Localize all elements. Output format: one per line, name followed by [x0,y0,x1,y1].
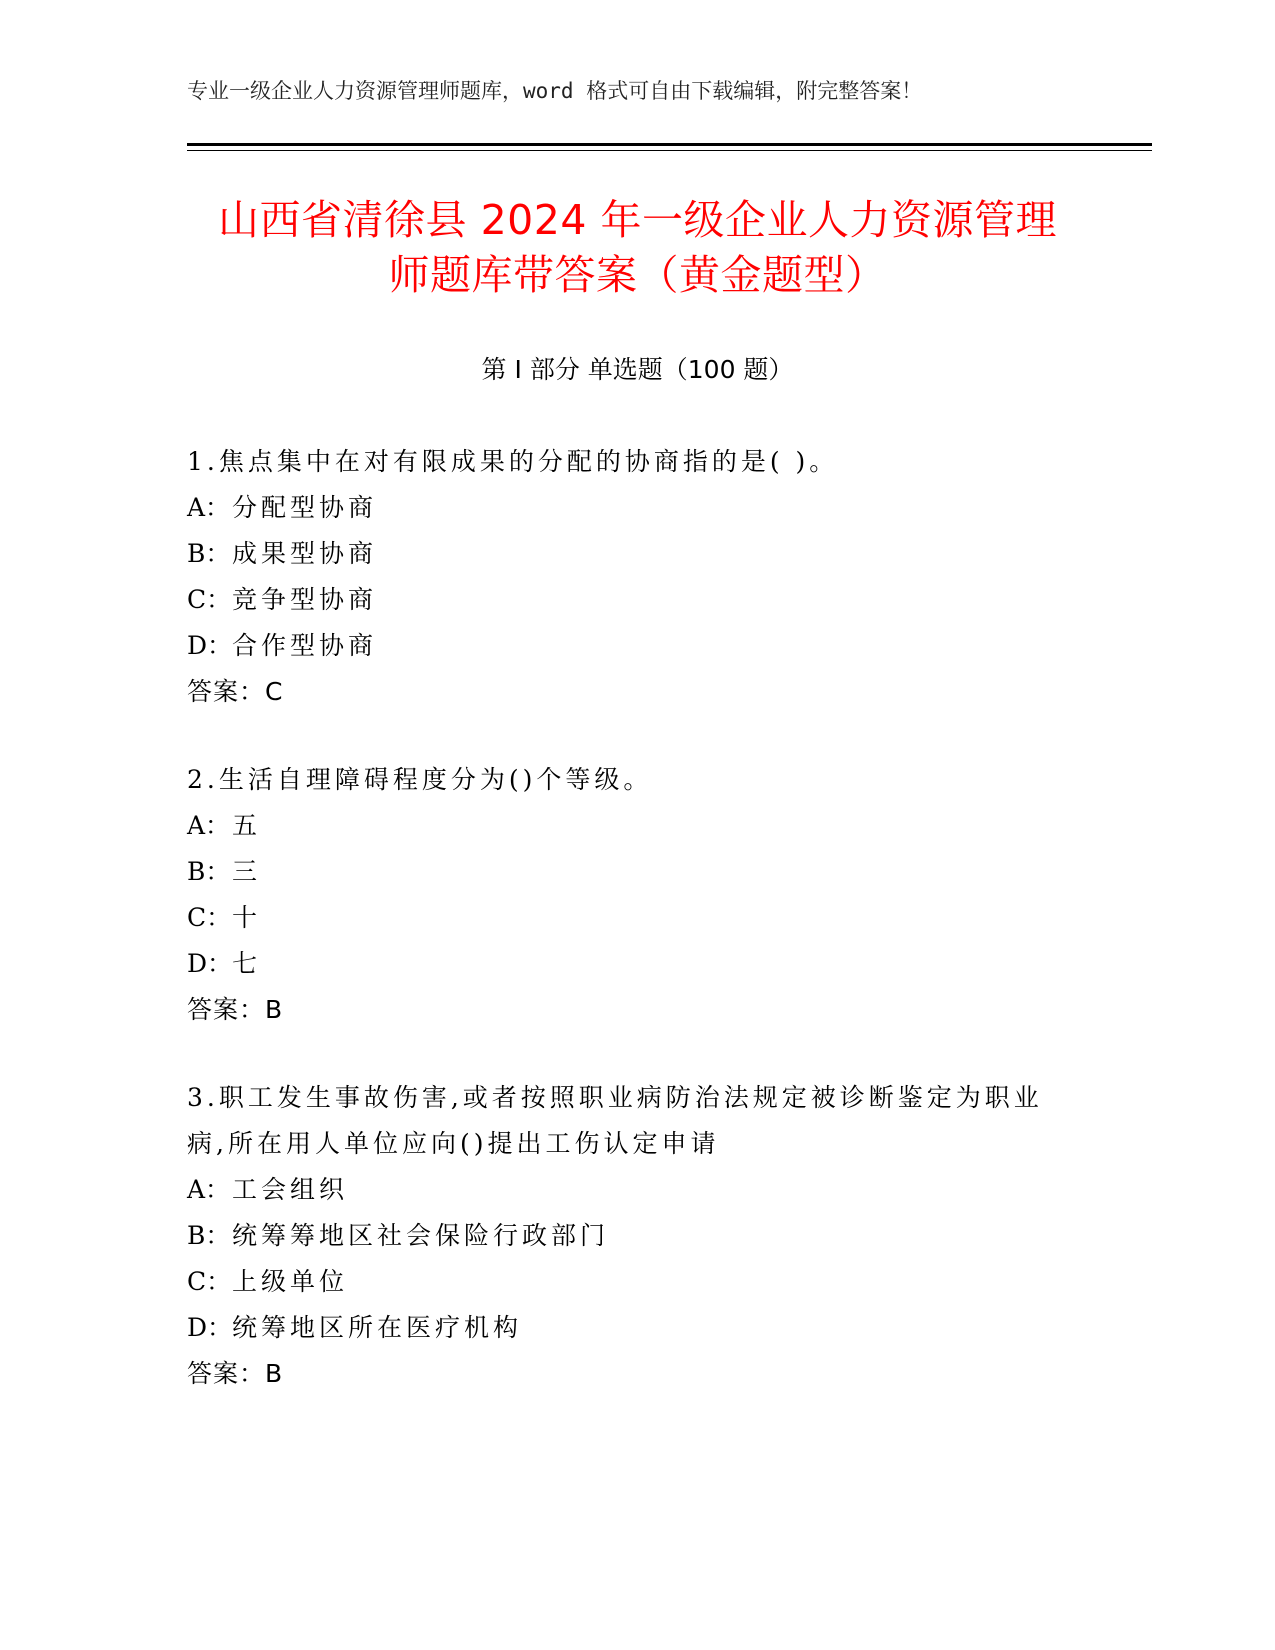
option-b [187,1218,1087,1264]
option-text: 三 [232,857,262,886]
answer-line: 答案：C [187,677,284,706]
option-text: 分配型协商 [232,493,378,522]
option-key: C： [187,585,232,614]
answer-line: 答案：B [187,995,284,1024]
option-c [187,1264,1087,1310]
question-block [187,444,1087,720]
option-text: 合作型协商 [232,631,378,660]
option-key: D： [187,949,233,978]
option-text: 上级单位 [232,1267,349,1296]
option-text: 五 [232,811,262,840]
option-c [187,900,1087,946]
answer-line: 答案：B [187,1359,284,1388]
option-d [187,1310,1087,1356]
option-key: B： [187,857,231,886]
document-title [120,193,1155,303]
question-block [187,1080,1087,1402]
document-title-line1: 山西省清徐县 2024 年一级企业人力资源管理 [218,196,1057,244]
option-a [187,1172,1087,1218]
question-stem: 2.生活自理障碍程度分为()个等级。 [187,765,653,794]
option-text: 统筹地区所在医疗机构 [232,1313,523,1342]
header-rule-thin [187,150,1152,151]
option-a [187,808,1087,854]
option-text: 七 [232,949,262,978]
option-key: D： [187,631,233,660]
option-text: 成果型协商 [232,539,378,568]
page-header-text: 专业一级企业人力资源管理师题库，word 格式可自由下载编辑，附完整答案！ [187,79,923,103]
question-stem: 3.职工发生事故伤害,或者按照职业病防治法规定被诊断鉴定为职业病,所在用人单位应向()提出工伤认定申请 [187,1083,1043,1158]
header-rule-thick [187,143,1152,146]
option-key: C： [187,1267,232,1296]
option-key: A： [187,493,231,522]
option-d [187,628,1087,674]
option-text: 十 [232,903,262,932]
section-heading: 第 I 部分 单选题（100 题） [481,355,794,384]
option-key: B： [187,1221,231,1250]
question-stem: 1.焦点集中在对有限成果的分配的协商指的是( )。 [187,447,839,476]
option-text: 竞争型协商 [232,585,378,614]
option-b [187,854,1087,900]
option-text: 统筹筹地区社会保险行政部门 [232,1221,610,1250]
option-key: A： [187,811,231,840]
option-key: D： [187,1313,233,1342]
option-d [187,946,1087,992]
option-a [187,490,1087,536]
question-block [187,762,1087,1038]
option-c [187,582,1087,628]
option-key: A： [187,1175,231,1204]
option-text: 工会组织 [232,1175,349,1204]
document-title-line2: 师题库带答案（黄金题型） [388,251,887,299]
option-b [187,536,1087,582]
option-key: B： [187,539,231,568]
option-key: C： [187,903,232,932]
